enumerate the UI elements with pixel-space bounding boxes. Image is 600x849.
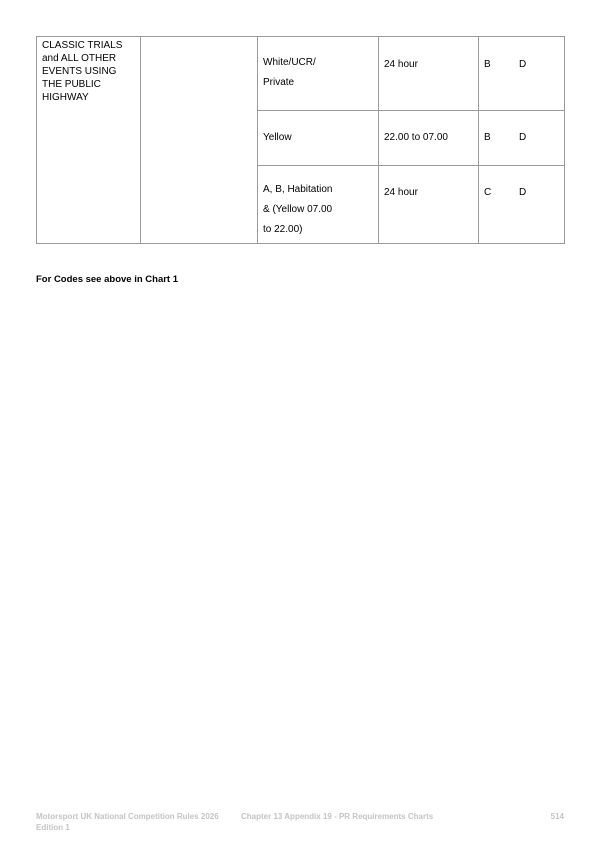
requirements-table xyxy=(36,36,565,244)
category-cell xyxy=(258,166,379,244)
code-value: C xyxy=(484,187,492,198)
codes-cell xyxy=(479,111,565,166)
event-label: CLASSIC TRIALS and ALL OTHER EVENTS USING THE PUBLIC HIGHWAY xyxy=(42,40,123,103)
time-cell xyxy=(379,111,479,166)
codes-cell xyxy=(479,166,565,244)
time-value: 24 hour xyxy=(384,187,418,198)
code-value: D xyxy=(519,132,527,143)
code-value: B xyxy=(484,59,491,70)
code-value: B xyxy=(484,132,491,143)
category-line: Yellow xyxy=(263,132,292,143)
time-value: 24 hour xyxy=(384,59,418,70)
footer-left xyxy=(36,811,219,833)
footer-title: Motorsport UK National Competition Rules 2026 xyxy=(36,812,219,821)
category-line: Private xyxy=(263,77,295,88)
time-cell xyxy=(379,166,479,244)
footer-edition: Edition 1 xyxy=(36,823,70,832)
category-cell xyxy=(258,37,379,111)
time-value: 22.00 to 07.00 xyxy=(384,132,448,143)
page-number: 514 xyxy=(550,812,564,821)
event-cell xyxy=(37,37,141,244)
code-value: D xyxy=(519,187,527,198)
category-line: A, B, Habitation xyxy=(263,184,333,195)
time-cell xyxy=(379,37,479,111)
category-line: White/UCR/ xyxy=(263,57,316,68)
category-line: to 22.00) xyxy=(263,224,303,235)
code-value: D xyxy=(519,59,527,70)
footer-chapter: Chapter 13 Appendix 19 - PR Requirements Charts xyxy=(241,812,434,821)
codes-cell xyxy=(479,37,565,111)
category-line: & (Yellow 07.00 xyxy=(263,204,333,215)
codes-note: For Codes see above in Chart 1 xyxy=(36,274,179,285)
table-row xyxy=(37,37,565,111)
category-cell xyxy=(258,111,379,166)
empty-cell xyxy=(141,37,258,244)
